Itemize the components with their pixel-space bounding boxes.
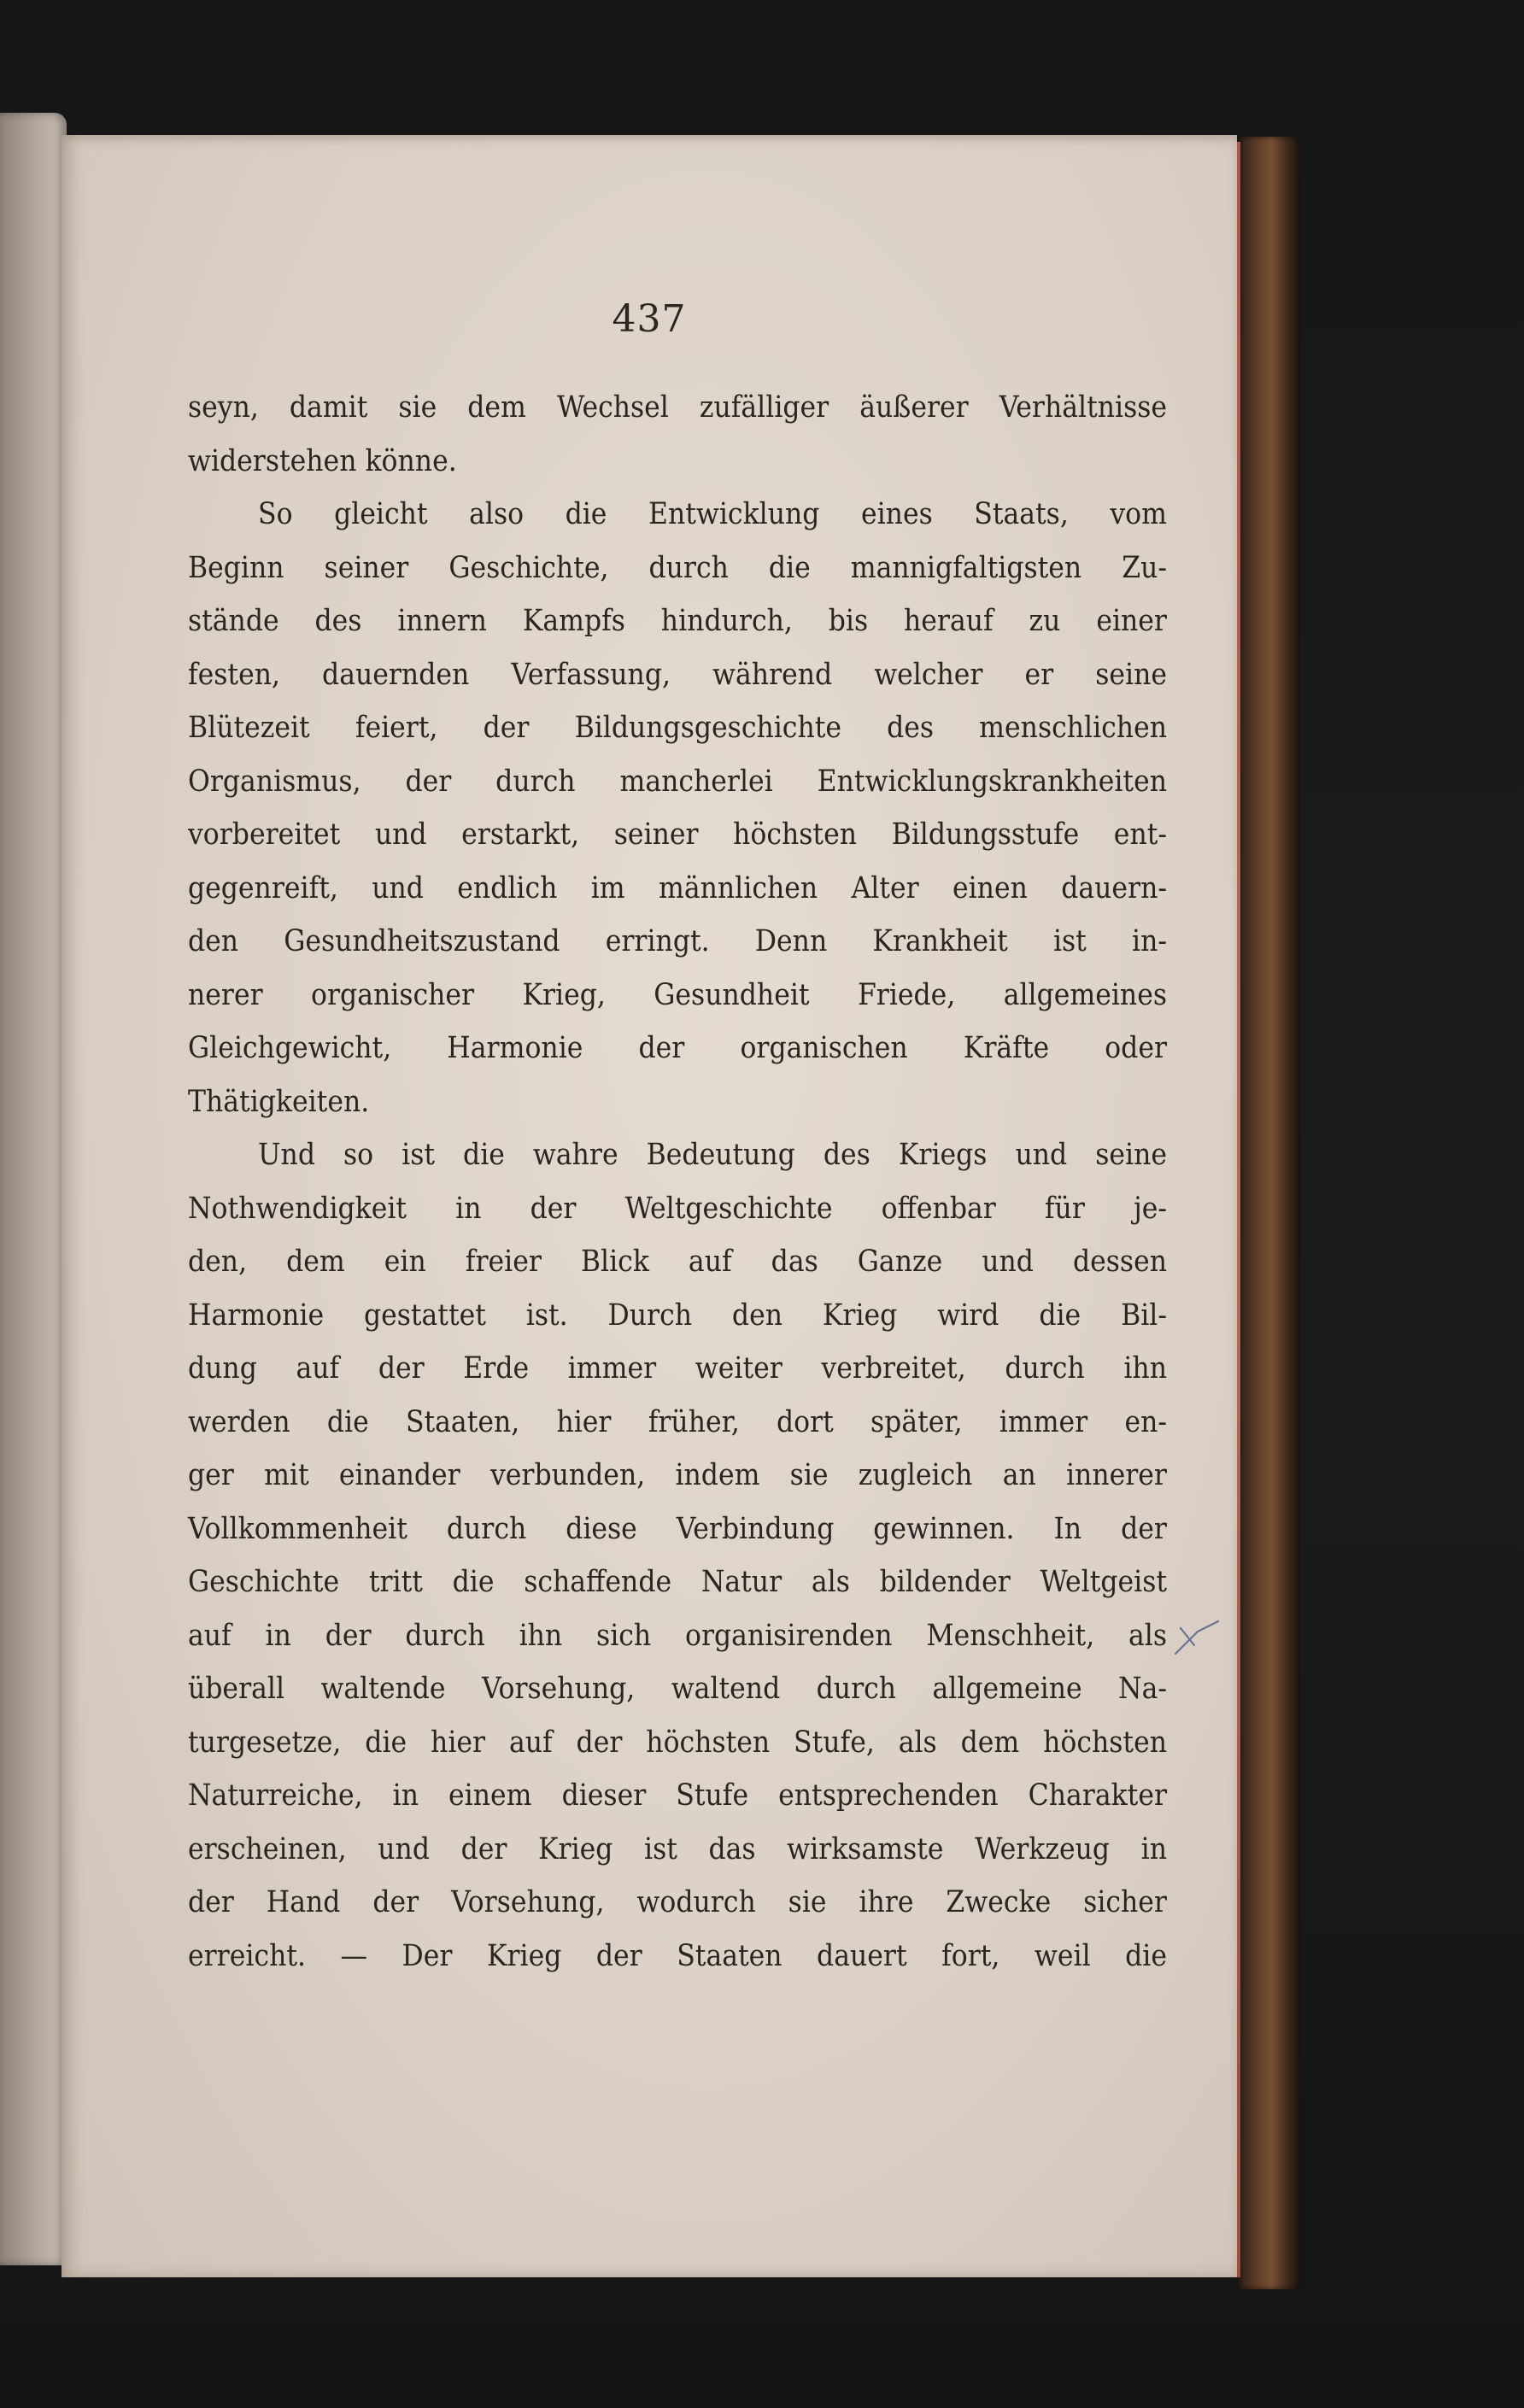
text-line: Thätigkeiten. [188,1084,370,1119]
text-line: den Gesundheitszustand erringt. Denn Krankheit ist in- [188,924,1167,958]
text-line: Harmonie gestattet ist. Durch den Krieg wird die Bil- [188,1298,1167,1333]
page-number: 437 [612,297,687,341]
text-line: Organismus, der durch mancherlei Entwicklungskrankheiten [188,764,1167,799]
text-line: überall waltende Vorsehung, waltend durch allgemeine Na- [188,1672,1167,1706]
text-line: seyn, damit sie dem Wechsel zufälliger äußerer Verhältnisse [188,390,1167,425]
text-line: Und so ist die wahre Bedeutung des Kriegs und seine [258,1138,1167,1172]
text-line: Naturreiche, in einem dieser Stufe entsprechenden Charakter [188,1778,1167,1813]
text-line: werden die Staaten, hier früher, dort später, immer en- [188,1404,1167,1439]
text-line: erscheinen, und der Krieg ist das wirksamste Werkzeug in [188,1831,1167,1866]
text-line: Geschichte tritt die schaffende Natur als bildender Weltgeist [188,1565,1167,1599]
text-line: Vollkommenheit durch diese Verbindung gewinnen. In der [188,1511,1167,1546]
text-line: stände des innern Kampfs hindurch, bis herauf zu einer [188,604,1167,638]
text-line: dung auf der Erde immer weiter verbreitet, durch ihn [188,1351,1167,1386]
text-line: turgesetze, die hier auf der höchsten Stufe, als dem höchsten [188,1725,1167,1760]
text-line: erreicht. — Der Krieg der Staaten dauert fort, weil die [188,1938,1167,1973]
text-line: gegenreift, und endlich im männlichen Alter einen dauern- [188,870,1167,905]
previous-page-edge [0,113,67,2265]
text-line: auf in der durch ihn sich organisirenden Menschheit, als [188,1618,1167,1653]
text-line: Blütezeit feiert, der Bildungsgeschichte des menschlichen [188,711,1167,745]
text-line: Nothwendigkeit in der Weltgeschichte offenbar für je- [188,1191,1167,1226]
book-page [62,135,1237,2277]
text-line: festen, dauernden Verfassung, während welcher er seine [188,657,1167,692]
text-line: widerstehen könne. [188,443,457,478]
text-line: der Hand der Vorsehung, wodurch sie ihre Zwecke sicher [188,1885,1167,1919]
text-line: nerer organischer Krieg, Gesundheit Friede, allgemeines [188,977,1167,1012]
text-line: den, dem ein freier Blick auf das Ganze und dessen [188,1245,1167,1279]
text-line: Beginn seiner Geschichte, durch die mannigfaltigsten Zu- [188,550,1167,585]
book-cover-edge [1237,137,1300,2289]
text-line: Gleichgewicht, Harmonie der organischen Kräfte oder [188,1031,1167,1065]
text-block [188,381,1167,1983]
text-line: So gleicht also die Entwicklung eines Staats, vom [258,497,1167,531]
text-line: vorbereitet und erstarkt, seiner höchsten Bildungsstufe ent- [188,817,1167,852]
pencil-mark-icon [1172,1620,1222,1657]
text-line: ger mit einander verbunden, indem sie zugleich an innerer [188,1458,1167,1492]
